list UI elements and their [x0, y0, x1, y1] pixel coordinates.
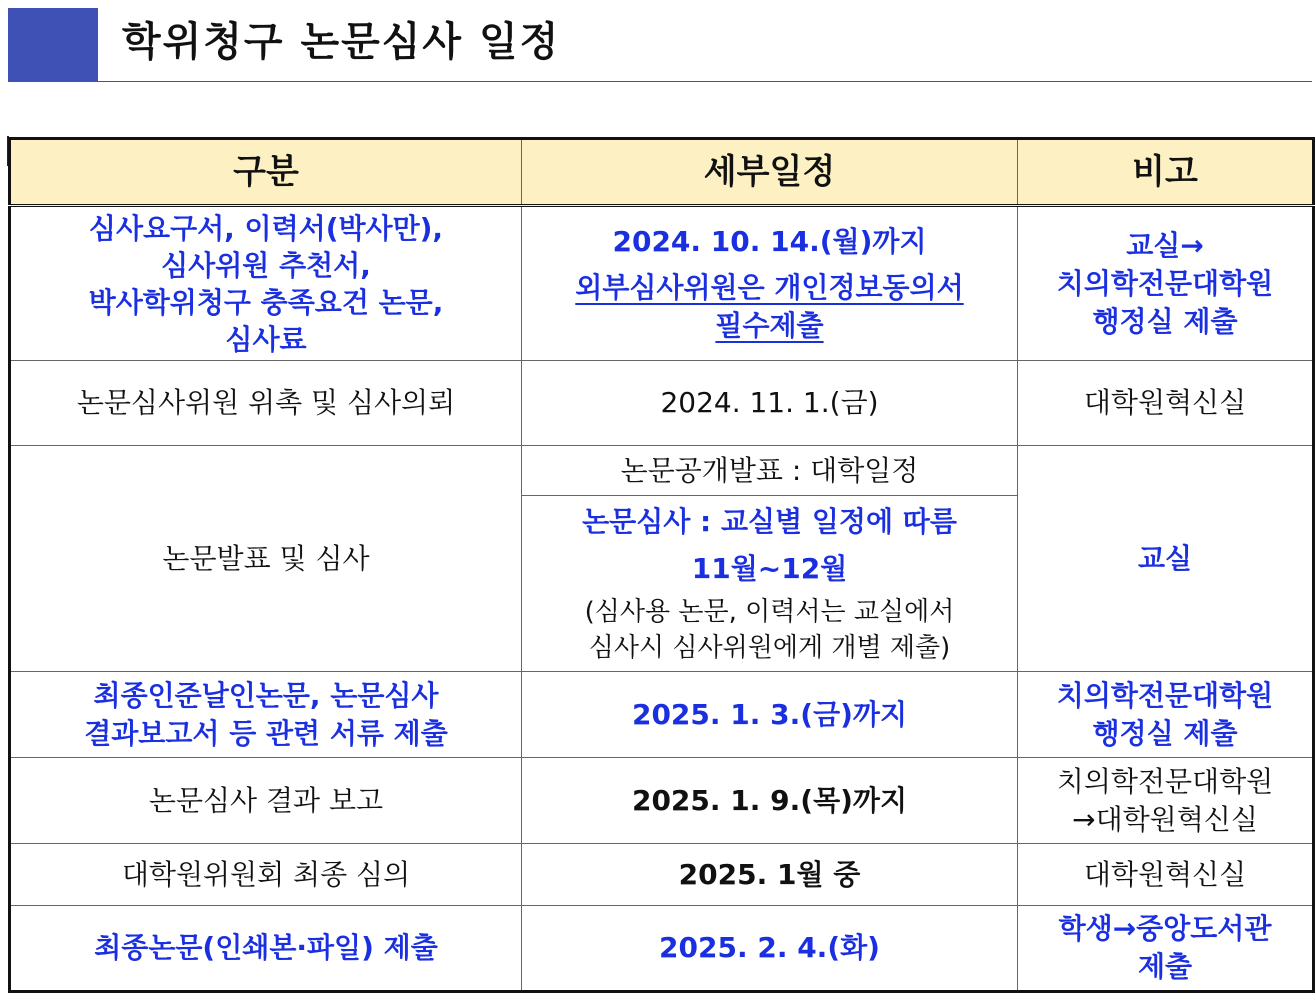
title-accent-block	[8, 8, 98, 82]
table-row	[10, 361, 1314, 446]
table-row	[10, 844, 1314, 906]
header-category: 구분	[10, 139, 522, 206]
row4-remark: 치의학전문대학원 행정실 제출	[1018, 672, 1314, 758]
row2-category: 논문심사위원 위촉 및 심사의뢰	[10, 361, 522, 446]
row1-category: 심사요구서, 이력서(박사만), 심사위원 추천서, 박사학위청구 충족요건 논문, 심사료	[10, 206, 522, 361]
row3-schedule-public: 논문공개발표 : 대학일정	[522, 447, 1017, 496]
row6-schedule: 2025. 1월 중	[522, 844, 1018, 906]
row5-schedule: 2025. 1. 9.(목)까지	[522, 758, 1018, 844]
row1-remark: 교실→ 치의학전문대학원 행정실 제출	[1018, 206, 1314, 361]
row3-schedule-review: 논문심사 : 교실별 일정에 따름 11월~12월 (심사용 논문, 이력서는 교실에서 심사시 심사위원에게 개별 제출)	[582, 505, 957, 663]
table-row	[10, 672, 1314, 758]
row2-schedule: 2024. 11. 1.(금)	[522, 361, 1018, 446]
table-row	[10, 206, 1314, 361]
row6-remark: 대학원혁신실	[1018, 844, 1314, 906]
row4-category: 최종인준날인논문, 논문심사 결과보고서 등 관련 서류 제출	[10, 672, 522, 758]
table-row	[10, 758, 1314, 844]
row3-schedule	[522, 446, 1018, 672]
table-header-row	[10, 139, 1314, 206]
title-divider	[98, 81, 1312, 82]
row5-remark: 치의학전문대학원 →대학원혁신실	[1018, 758, 1314, 844]
row7-schedule: 2025. 2. 4.(화)	[522, 906, 1018, 992]
schedule-table	[8, 137, 1315, 993]
row5-category: 논문심사 결과 보고	[10, 758, 522, 844]
table-row	[10, 446, 1314, 672]
row3-remark: 교실	[1018, 446, 1314, 672]
header-schedule: 세부일정	[522, 139, 1018, 206]
table-row	[10, 906, 1314, 992]
row6-category: 대학원위원회 최종 심의	[10, 844, 522, 906]
page-title: 학위청구 논문심사 일정	[122, 19, 561, 65]
row1-schedule: 2024. 10. 14.(월)까지 외부심사위원은 개인정보동의서 필수제출	[522, 206, 1018, 361]
header-remark: 비고	[1018, 139, 1314, 206]
row7-category: 최종논문(인쇄본·파일) 제출	[10, 906, 522, 992]
row7-remark: 학생→중앙도서관 제출	[1018, 906, 1314, 992]
row2-remark: 대학원혁신실	[1018, 361, 1314, 446]
row4-schedule: 2025. 1. 3.(금)까지	[522, 672, 1018, 758]
row3-category: 논문발표 및 심사	[10, 446, 522, 672]
